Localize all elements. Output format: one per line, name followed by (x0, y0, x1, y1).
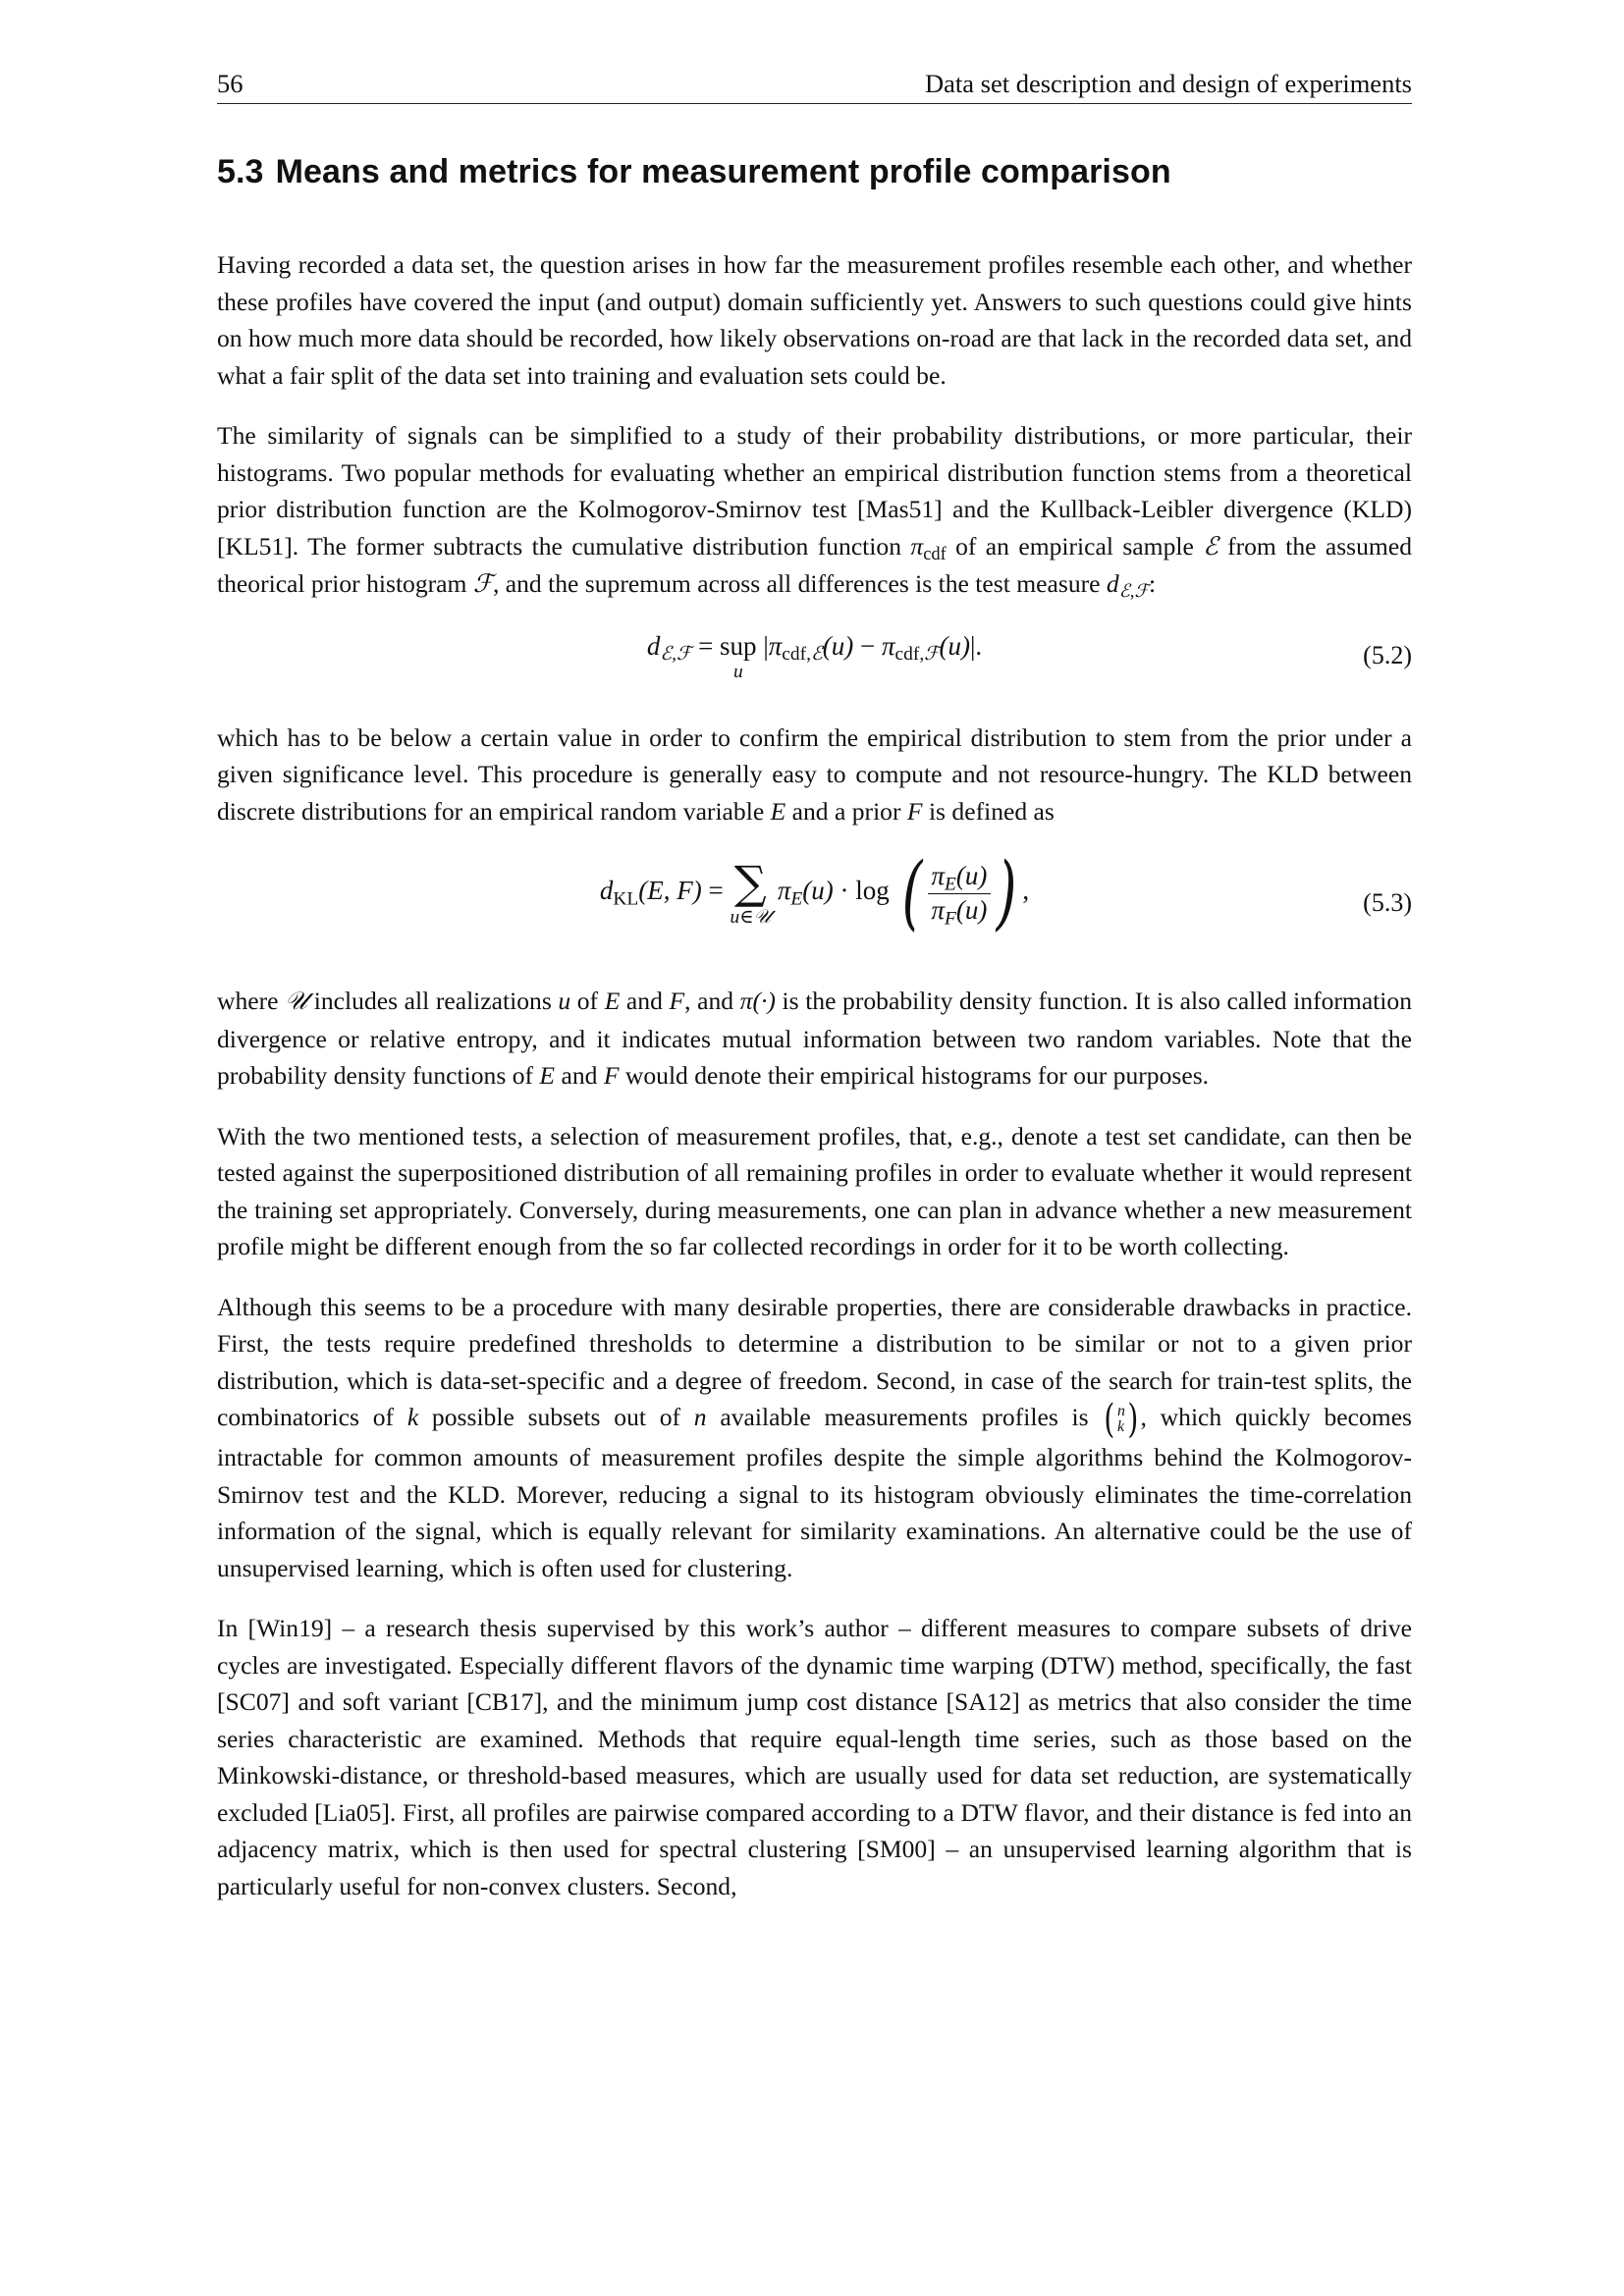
paragraph-2: The similarity of signals can be simplified to a study of their probability distributions, or more particular, their histograms. Two popular methods for evaluating whether an empirical distribution function stems from a theoretical prior distribution function are the Kolmogorov-Smirnov test [Mas51] and the Kullback-Leibler divergence (KLD) [KL51]. The former subtracts the cumulative distribution function $\pi_{cdf}$ of an empirical sample ℰ from the assumed theorical prior histogram ℱ, and the supremum across all differences is the test measure $d_{ℰ,ℱ}$: (217, 421, 1412, 603)
body-text (217, 246, 1412, 1904)
chapter-title: Data set description and design of experiments (925, 69, 1412, 98)
paragraph-3: which has to be below a certain value in order to confirm the empirical distribution to stem from the prior under a given significance level. This procedure is generally easy to compute and not resource-hungry. The KLD between discrete distributions for an empirical random variable E and a prior F is defined as (217, 722, 1412, 826)
section-number: 5.3 (217, 153, 264, 190)
paragraph-7: In [Win19] – a research thesis supervised by this work’s author – different measures to compare subsets of drive cycles are investigated. Especially different flavors of the dynamic time warping (DTW) method, specifically, the fast [SC07] and soft variant [CB17], and the minimum jump cost distance [SA12] as metrics that also consider the time series characteristic are examined. Methods that require equal-length time series, such as those based on the Minkowski-distance, or threshold-based measures, which are usually used for data set reduction, are systematically excluded [Lia05]. First, all profiles are pairwise compared according to a DTW flavor, and their distance is fed into an adjacency matrix, which is then used for spectral clustering [SM00] – an unsupervised learning algorithm that is particularly useful for non-convex clusters. Second, (217, 1614, 1412, 1900)
section-title: Means and metrics for measurement profile comparison (275, 153, 1171, 190)
paragraph-5: With the two mentioned tests, a selection of measurement profiles, that, e.g., denote a test set candidate, can then be tested against the superpositioned distribution of all remaining profiles in order to evaluate whether it would represent the training set appropriately. Conversely, during measurements, one can plan in advance whether a new measurement profile might be different enough from the so far collected recordings in order for it to be worth collecting. (217, 1121, 1412, 1260)
running-header (217, 69, 1412, 104)
equation-number: (5.3) (1363, 888, 1412, 917)
binomial-coefficient: ( n k ) (1104, 1397, 1139, 1443)
section-heading (217, 153, 1412, 191)
paragraph-4: where 𝒰 includes all realizations u of E and F, and π(·) is the probability density function. It is also called information divergence or relative entropy, and it indicates mutual information between two random variables. Note that the probability density functions of E and F would denote their empirical histograms for our purposes. (217, 987, 1412, 1090)
equation-5-3-body: $d_{KL}(E$, F) = ∑ u∈𝒰 $\pi_E(u) \cdot \log$ ( $\frac{\pi_E(u)}{\pi_F(u)}$ ) , (599, 846, 1030, 939)
equation-5-3 (217, 846, 1412, 969)
equation-number: (5.2) (1363, 640, 1412, 669)
page-number: 56 (217, 69, 244, 98)
equation-5-2-body: $d_{ℰ,ℱ}$ = sup u $|\pi_{cdf,ℰ}(u) - \pi_{cdf,ℱ}(u)|$. (646, 630, 983, 682)
paragraph-1: Having recorded a data set, the question arises in how far the measurement profiles resemble each other, and whether these profiles have covered the input (and output) domain sufficiently yet. Answers to such questions could give hints on how much more data should be recorded, how likely observations on-road are that lack in the recorded data set, and what a fair split of the data set into training and evaluation sets could be. (217, 250, 1412, 390)
paragraph-6: Although this seems to be a procedure with many desirable properties, there are considerable drawbacks in practice. First, the tests require predefined thresholds to determine a distribution to be similar or not to a given prior distribution, which is data-set-specific and a degree of freedom. Second, in case of the search for train-test splits, the combinatorics of k possible subsets out of n available measurements profiles is ( n k ) , which quickly becomes intractable for common amounts of measurement profiles despite the simple algorithms behind the Kolmogorov-Smirnov test and the KLD. Morever, reducing a signal to its histogram obviously eliminates the time-correlation information of the signal, which is equally relevant for similarity examinations. An alternative could be the use of unsupervised learning, which is often used for clustering. (217, 1292, 1413, 1582)
equation-5-2 (217, 627, 1412, 700)
document-page (217, 69, 1412, 1928)
